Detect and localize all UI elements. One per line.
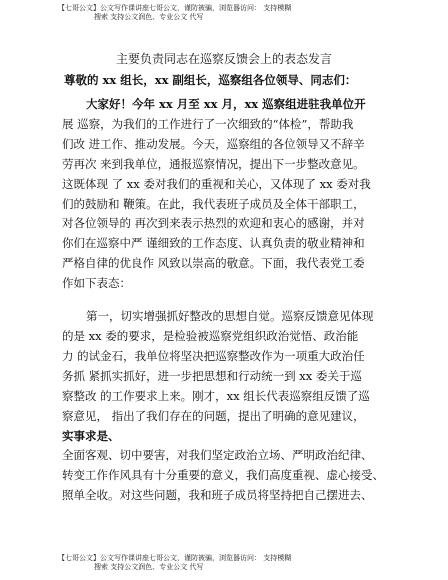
text-line: 第一，切实增强抓好整改的思想自觉。巡察反馈意见体现 — [86, 309, 374, 324]
text-line: 展 巡察，为我们的工作进行了一次细致的“体检”，帮助我 — [62, 116, 354, 131]
text-line: 察整改 的工作要求上来。刚才，xx 组长代表巡察组反馈了巡 — [62, 388, 370, 403]
text-line: 作如下表态： — [62, 276, 131, 291]
banner-line-1: 【七哥公文】公文写作课讲座七哥公文，谨防被骗，浏览器访问： 支持模糊 — [58, 4, 292, 12]
text-line: 们的鼓励和 鞭策。在此，我代表班子成员及全体干部职工， — [62, 196, 365, 211]
text-line: 大家好！今年 xx 月至 xx 月，xx 巡察组进驻我单位开 — [86, 97, 366, 111]
text-line: 照单全收。对这些问题，我和班子成员将坚持把自己摆进去、 — [62, 488, 373, 503]
text-line: 察意见， 指出了我们存在的问题，提出了明确的意见建议， — [62, 408, 365, 423]
text-line: 转变工作作风具有十分重要的意义，我们高度重视、虚心接受、 — [62, 468, 384, 483]
paragraph-greeting — [62, 95, 390, 294]
banner-line-1: 【七哥公文】公文写作课讲座七哥公文，谨防被骗，浏览器访问： 支持模糊 — [58, 554, 292, 562]
text-line: 你们在巡察中严 谨细致的工作态度、认真负责的敬业精神和 — [62, 236, 365, 251]
top-banner — [0, 4, 448, 22]
text-line: 对各位领导的 再次到来表示热烈的欢迎和衷心的感谢，并对 — [62, 216, 365, 231]
text-line: 务抓 紧抓实抓好，进一步把思想和行动统一到 xx 委关于巡 — [62, 368, 362, 383]
text-line: 实事求是、 — [62, 428, 120, 443]
paragraph-first-point — [62, 307, 390, 506]
bottom-banner — [0, 554, 448, 572]
text-line: 这既体现 了 xx 委对我们的重视和关心，又体现了 xx 委对我 — [62, 176, 371, 191]
document-body — [62, 95, 390, 506]
banner-line-2: 搜索 支持公文润色、专业公文 代写 — [94, 563, 204, 571]
text-line: 力 的试金石，我单位将坚决把巡察整改作为一项重大政治任 — [62, 348, 365, 363]
salutation: 尊敬的 xx 组长，xx 副组长，巡察组各位领导、同志们： — [64, 73, 357, 87]
document-title: 主要负责同志在巡察反馈会上的表态发言 — [115, 52, 332, 66]
text-line: 严格自律的优良作 风致以崇高的敬意。下面，我代表党工委 — [62, 256, 365, 271]
text-line: 劳再次 来到我单位，通报巡察情况，提出下一步整改意见。 — [62, 156, 365, 171]
banner-line-2: 搜索 支持公文润色、专业公文 代写 — [94, 13, 204, 21]
text-line: 全面客观、切中要害，对我们坚定政治立场、严明政治纪律、 — [62, 448, 373, 463]
text-line: 们改 进工作、推动发展。今天，巡察组的各位领导又不辞辛 — [62, 136, 365, 151]
text-line: 的是 xx 委的要求，是检验被巡察党组织政治觉悟、政治能 — [62, 328, 359, 343]
